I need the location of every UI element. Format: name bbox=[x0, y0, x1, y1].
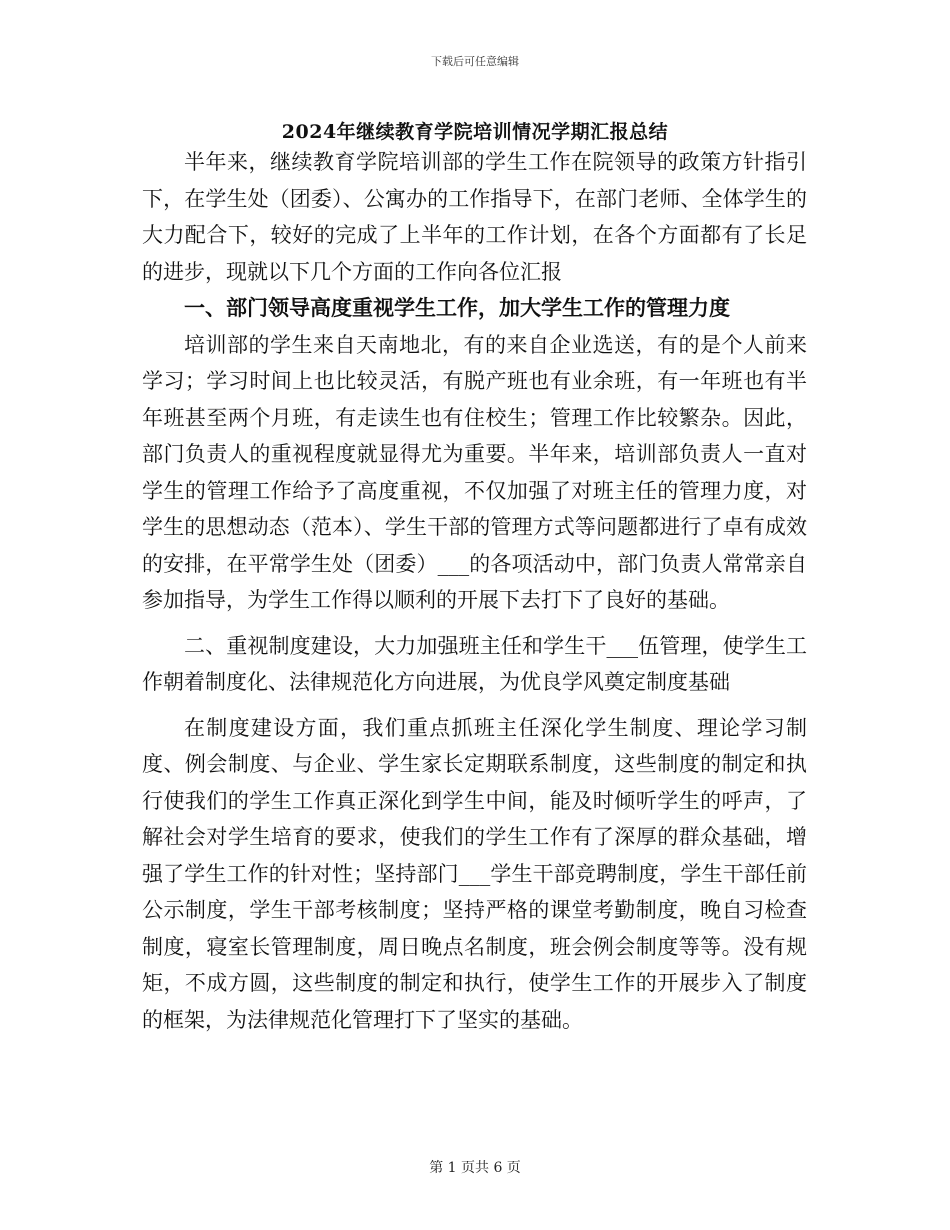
section-heading-1: 一、部门领导高度重视学生工作，加大学生工作的管理力度 bbox=[184, 295, 730, 320]
intro-paragraph: 半年来，继续教育学院培训部的学生工作在院领导的政策方针指引下，在学生处（团委）、公寓办的工作指导下，在部门老师、全体学生的大力配合下，较好的完成了上半年的工作计划，在各个方面都有了长足的进步，现就以下几个方面的工作向各位汇报 bbox=[142, 150, 807, 284]
document-body bbox=[142, 144, 807, 1038]
document-title: 2024年继续教育学院培训情况学期汇报总结 bbox=[281, 121, 669, 143]
section-heading-2: 二、重视制度建设，大力加强班主任和学生干___伍管理，使学生工作朝着制度化、法律规范化方向进展，为优良学风奠定制度基础 bbox=[142, 633, 807, 694]
page-header-note: 下载后可任意编辑 bbox=[431, 55, 519, 68]
section-1-paragraph: 培训部的学生来自天南地北，有的来自企业选送，有的是个人前来学习；学习时间上也比较灵活，有脱产班也有业余班，有一年班也有半年班甚至两个月班，有走读生也有住校生；管理工作比较繁杂。因此，部门负责人的重视程度就显得尤为重要。半年来，培训部负责人一直对学生的管理工作给予了高度重视，不仅加强了对班主任的管理力度，对学生的思想动态（范本）、学生干部的管理方式等问题都进行了卓有成效的安排，在平常学生处（团委）___的各项活动中，部门负责人常常亲自参加指导，为学生工作得以顺利的开展下去打下了良好的基础。 bbox=[142, 332, 807, 612]
page-number: 第 1 页共 6 页 bbox=[429, 1160, 521, 1176]
section-2-paragraph: 在制度建设方面，我们重点抓班主任深化学生制度、理论学习制度、例会制度、与企业、学生家长定期联系制度，这些制度的制定和执行使我们的学生工作真正深化到学生中间，能及时倾听学生的呼声，了解社会对学生培育的要求，使我们的学生工作有了深厚的群众基础，增强了学生工作的针对性；坚持部门___学生干部竞聘制度，学生干部任前公示制度，学生干部考核制度；坚持严格的课堂考勤制度，晚自习检查制度，寝室长管理制度，周日晚点名制度，班会例会制度等等。没有规矩，不成方圆，这些制度的制定和执行，使学生工作的开展步入了制度的框架，为法律规范化管理打下了坚实的基础。 bbox=[142, 715, 807, 1032]
